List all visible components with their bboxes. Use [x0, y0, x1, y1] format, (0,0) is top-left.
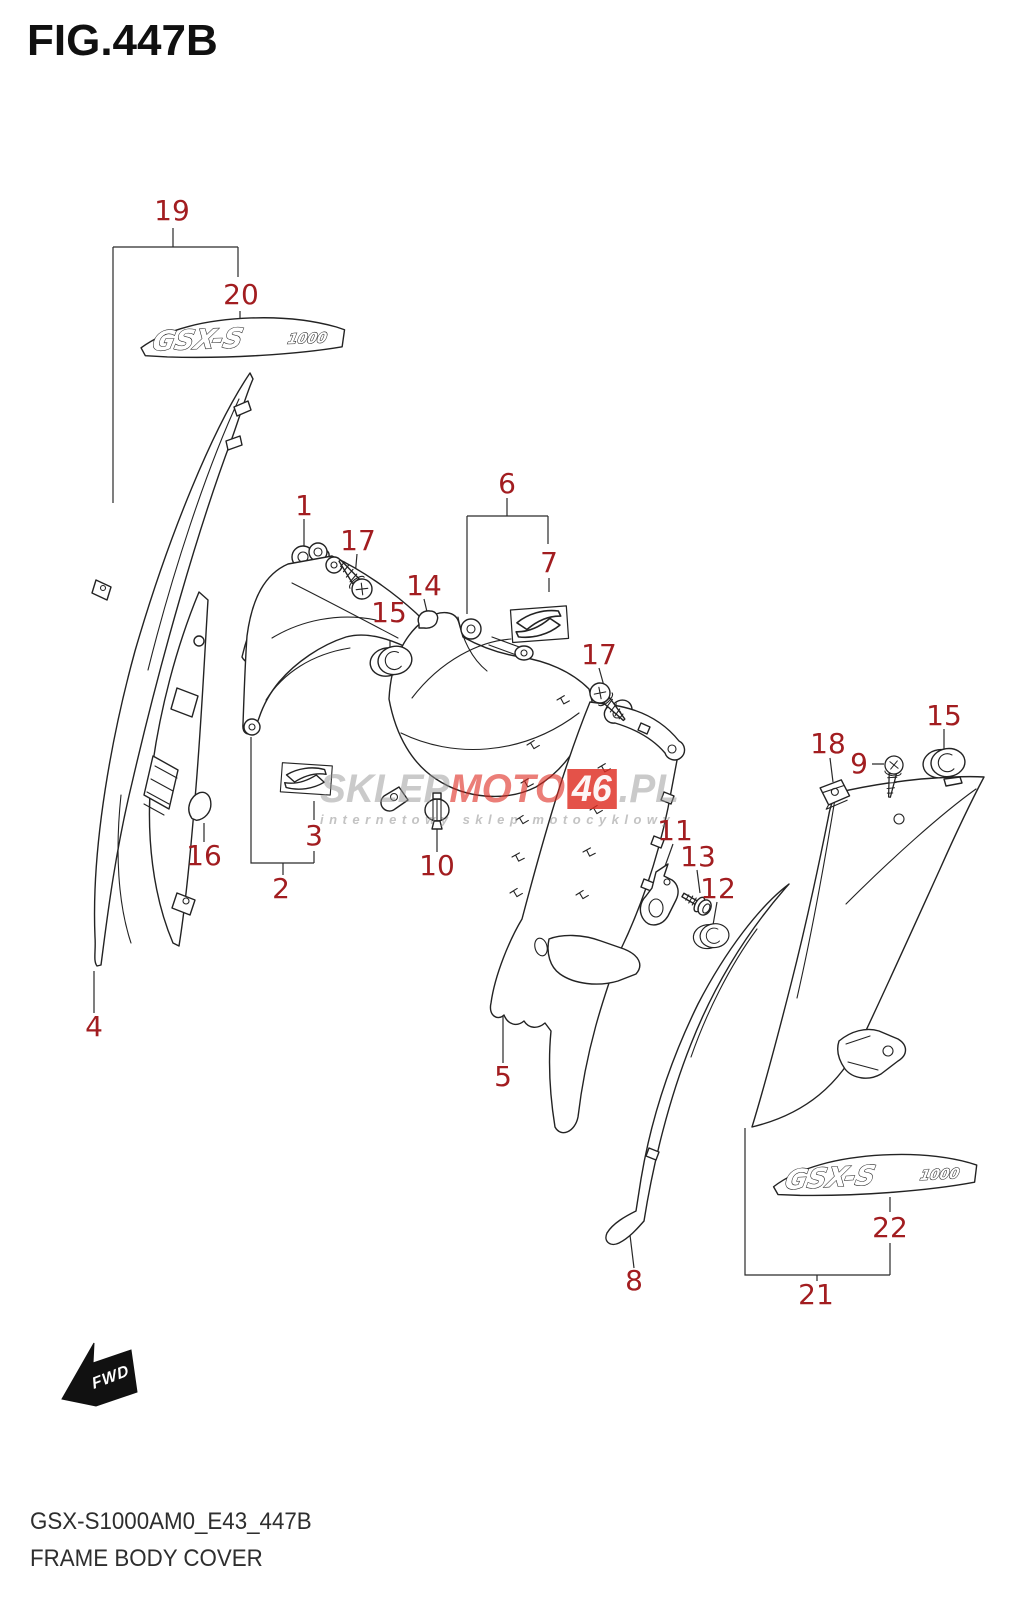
watermark-sklep: SKLEP	[320, 767, 450, 811]
part-label-7: 7	[540, 546, 558, 579]
watermark-moto: MOTO	[449, 767, 566, 811]
part-label-21: 21	[798, 1278, 834, 1311]
part-label-9: 9	[850, 747, 868, 780]
part-label-13: 13	[680, 840, 716, 873]
part-label-15: 15	[371, 596, 407, 629]
part-label-17: 17	[340, 524, 376, 557]
part-label-15: 15	[926, 699, 962, 732]
part-label-12: 12	[700, 872, 736, 905]
part-label-20: 20	[223, 278, 259, 311]
gsxs-decal-suffix: 1000	[918, 1166, 961, 1185]
part-label-6: 6	[498, 467, 516, 500]
part-label-22: 22	[872, 1211, 908, 1244]
part-label-14: 14	[406, 569, 442, 602]
part-label-11: 11	[657, 814, 693, 847]
watermark	[320, 769, 690, 827]
footer-figure-name: FRAME BODY COVER	[30, 1545, 263, 1572]
figure-title: FIG.447B	[27, 16, 218, 65]
part-label-16: 16	[186, 839, 222, 872]
gsxs-decal-suffix: 1000	[286, 330, 329, 348]
part-20-gsxs-decal	[140, 315, 345, 360]
part-label-3: 3	[305, 819, 323, 852]
part-label-4: 4	[85, 1010, 103, 1043]
part-label-18: 18	[810, 727, 846, 760]
watermark-46-badge: 46	[567, 769, 617, 809]
fwd-arrow-label: FWD	[89, 1361, 132, 1393]
watermark-pl: .PL	[618, 767, 679, 811]
part-label-17: 17	[581, 638, 617, 671]
part-12-grommet	[692, 922, 731, 951]
gsxs-decal-text: GSX-S	[782, 1160, 879, 1197]
fwd-arrow	[62, 1343, 137, 1406]
part-label-1: 1	[295, 489, 313, 522]
part-21-side-panel	[752, 777, 984, 1127]
part-label-2: 2	[272, 872, 290, 905]
footer	[30, 1508, 312, 1582]
footer-model-code: GSX-S1000AM0_E43_447B	[30, 1508, 312, 1535]
part-label-5: 5	[494, 1060, 512, 1093]
part-label-19: 19	[154, 194, 190, 227]
part-label-8: 8	[625, 1264, 643, 1297]
part-14-cushion	[418, 611, 437, 628]
gsxs-decal-text: GSX-S	[149, 323, 247, 358]
watermark-subtitle: internetowy sklep motocyklowy	[320, 812, 676, 827]
part-15-grommet	[921, 746, 966, 780]
part-label-10: 10	[419, 849, 455, 882]
part-22-gsxs-decal	[772, 1150, 978, 1199]
